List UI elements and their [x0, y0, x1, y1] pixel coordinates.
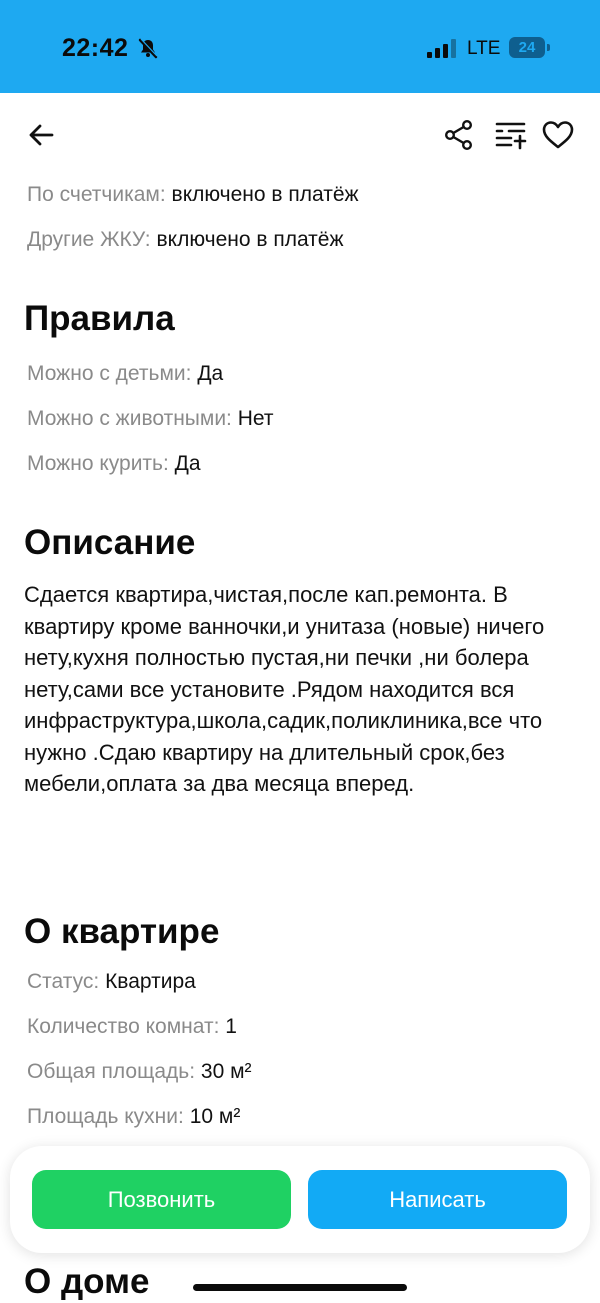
description-text: Сдается квартира,чистая,после кап.ремонта. В квартиру кроме ванночки,и унитаза (новые) ничего нету,кухня полностью пустая,ни печки ,ни болера нету,сами все установите .Рядом находится вся инфраструктура,школа,садик,поликлиника,все что нужно .Сдаю квартиру на длительный срок,без мебели,оплата за два месяца вперед. [24, 582, 545, 796]
share-icon[interactable] [442, 118, 476, 152]
heart-icon[interactable] [541, 118, 575, 152]
apartment-row-total-area [27, 1060, 252, 1084]
signal-icon [427, 39, 457, 58]
row-label: Можно курить: [27, 452, 169, 475]
status-bar [0, 0, 600, 93]
row-value: 10 м² [189, 1105, 241, 1128]
action-bar [10, 1146, 590, 1253]
rule-row-smoking [27, 452, 201, 476]
row-label: По счетчикам: [27, 183, 166, 206]
battery-icon: 24 [509, 37, 545, 58]
compare-icon[interactable] [494, 118, 528, 152]
row-label: Статус: [27, 970, 100, 993]
network-type: LTE [467, 38, 501, 59]
payment-row-meters [27, 183, 359, 207]
apartment-row-status [27, 970, 196, 994]
row-value: Нет [237, 407, 274, 430]
payment-row-utilities [27, 228, 344, 252]
apartment-row-rooms [27, 1015, 237, 1039]
row-value: 1 [225, 1015, 237, 1038]
row-label: Можно с детьми: [27, 362, 192, 385]
row-label: Площадь кухни: [27, 1105, 184, 1128]
description-heading: Описание [24, 523, 196, 562]
call-button[interactable]: Позвонить [32, 1170, 291, 1229]
status-time: 22:42 [62, 34, 129, 62]
house-heading: О доме [24, 1262, 150, 1301]
home-indicator[interactable] [193, 1284, 407, 1291]
row-label: Количество комнат: [27, 1015, 220, 1038]
row-value: включено в платёж [171, 183, 359, 206]
bell-muted-icon [137, 37, 159, 59]
write-button[interactable]: Написать [308, 1170, 567, 1229]
row-value: Да [197, 362, 224, 385]
row-label: Общая площадь: [27, 1060, 196, 1083]
row-label: Можно с животными: [27, 407, 232, 430]
apartment-heading: О квартире [24, 912, 220, 951]
row-value: Квартира [105, 970, 196, 993]
arrow-back-icon[interactable] [24, 118, 58, 152]
row-value: 30 м² [200, 1060, 252, 1083]
row-label: Другие ЖКУ: [27, 228, 151, 251]
rule-row-pets [27, 407, 274, 431]
rule-row-children [27, 362, 223, 386]
battery-tip [547, 44, 550, 51]
row-value: включено в платёж [156, 228, 344, 251]
rules-heading: Правила [24, 299, 175, 338]
apartment-row-kitchen-area [27, 1105, 240, 1129]
row-value: Да [174, 452, 201, 475]
